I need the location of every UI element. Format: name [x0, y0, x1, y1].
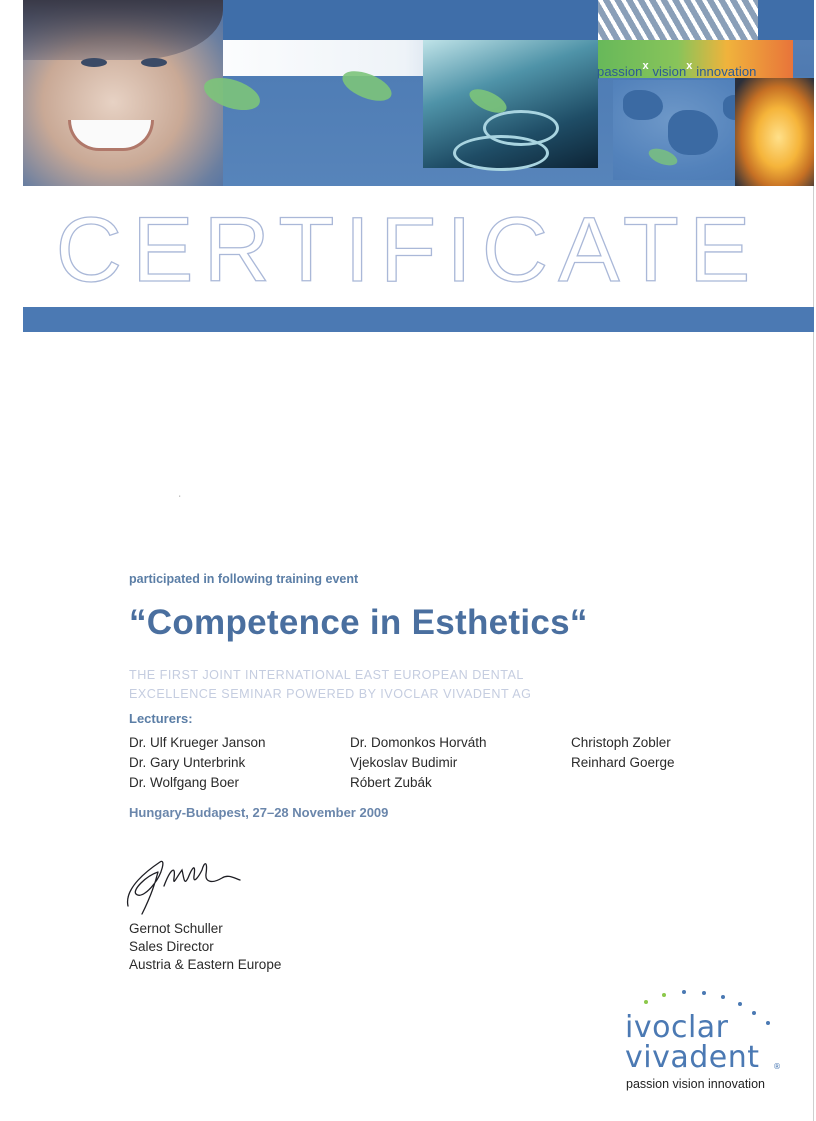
tagline-vision: vision [652, 64, 687, 79]
logo-tagline: passion vision innovation [626, 1077, 765, 1091]
lecturer-name: Christoph Zobler [571, 735, 671, 750]
lecturer-name: Dr. Gary Unterbrink [129, 755, 246, 770]
laboratory-image [423, 40, 598, 168]
subtitle-line: EXCELLENCE SEMINAR POWERED BY IVOCLAR VIVADENT AG [129, 687, 532, 701]
signer-block [129, 920, 281, 974]
tagline-passion: passion [597, 64, 643, 79]
lecturer-name: Vjekoslav Budimir [350, 755, 458, 770]
eye-shape [141, 58, 167, 67]
lecturer-name: Dr. Domonkos Horváth [350, 735, 487, 750]
lecturers-column-1 [129, 733, 266, 793]
scan-speck: ⋅ [178, 490, 182, 503]
lecturers-column-3 [571, 733, 675, 773]
event-title: “Competence in Esthetics“ [129, 603, 588, 642]
signer-name: Gernot Schuller [129, 921, 223, 936]
banner-tagline [597, 60, 757, 79]
location-date: Hungary-Budapest, 27–28 November 2009 [129, 805, 389, 820]
subtitle-line: THE FIRST JOINT INTERNATIONAL EAST EUROPEAN DENTAL [129, 668, 524, 682]
tagline-separator: x [642, 60, 649, 72]
ivoclar-vivadent-logo [620, 985, 800, 1095]
lecturers-column-2 [350, 733, 487, 793]
certificate-title: CERTIFICATE [55, 199, 761, 301]
tagline-innovation: innovation [696, 64, 757, 79]
event-subtitle [129, 666, 531, 704]
logo-word-vivadent: vivadent [625, 1040, 760, 1075]
divider-bar [23, 307, 814, 332]
registered-mark: ® [773, 1062, 781, 1071]
signer-region: Austria & Eastern Europe [129, 957, 282, 972]
lecturer-name: Dr. Wolfgang Boer [129, 775, 240, 790]
lecturer-name: Róbert Zubák [350, 775, 432, 790]
building-image [598, 0, 758, 40]
lecturer-name: Dr. Ulf Krueger Janson [129, 735, 266, 750]
lecturer-name: Reinhard Goerge [571, 755, 675, 770]
participated-text: participated in following training event [129, 572, 359, 586]
flame-image [735, 78, 814, 186]
tagline-separator: x [686, 60, 693, 72]
signer-title: Sales Director [129, 939, 214, 954]
logo-word-ivoclar: ivoclar [625, 1010, 729, 1045]
handwritten-signature [118, 848, 248, 920]
lecturers-label: Lecturers: [129, 711, 193, 726]
header-banner [23, 0, 814, 186]
eye-shape [81, 58, 107, 67]
